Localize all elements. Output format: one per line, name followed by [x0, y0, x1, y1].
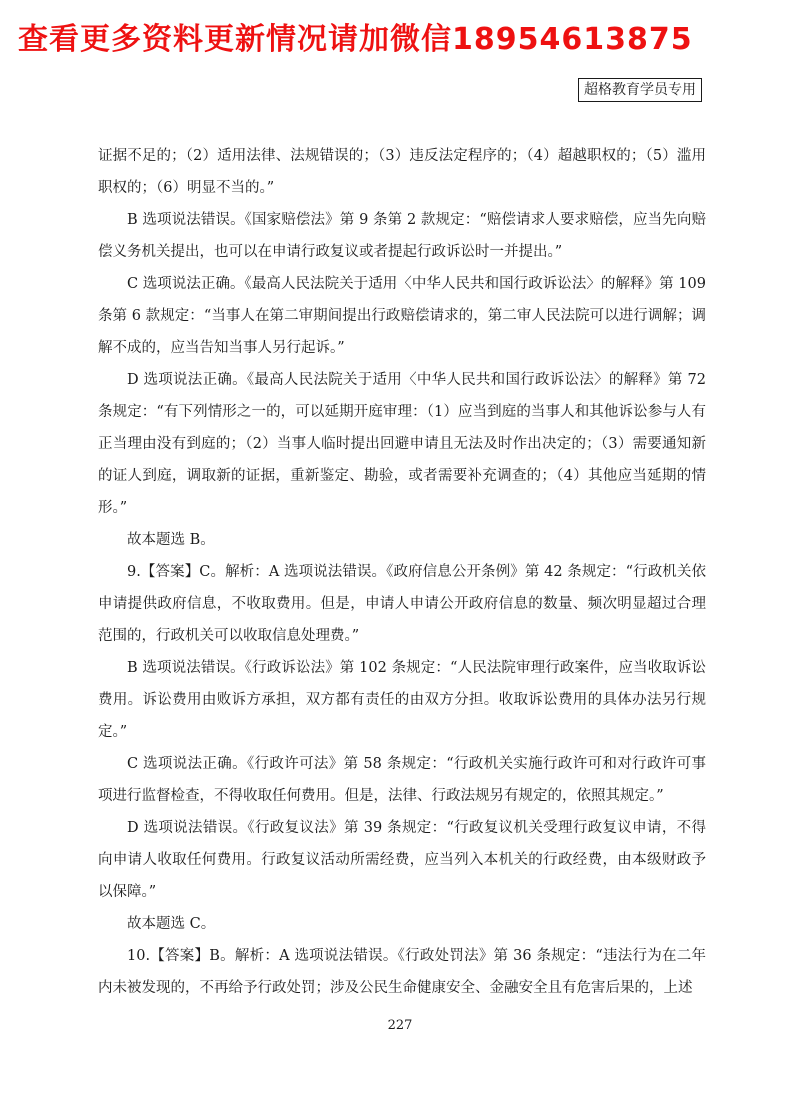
paragraph: D 选项说法错误。《行政复议法》第 39 条规定：“行政复议机关受理行政复议申请，不得向申请人收取任何费用。行政复议活动所需经费，应当列入本机关的行政经费，由本级财政予以保障。” — [98, 820, 706, 900]
document-body — [98, 140, 706, 1004]
paragraph: 故本题选 B。 — [127, 532, 215, 548]
watermark-banner: 查看更多资料更新情况请加微信18954613875 — [18, 22, 693, 57]
paragraph: C 选项说法正确。《最高人民法院关于适用〈中华人民共和国行政诉讼法〉的解释》第 109 条第 6 款规定：“当事人在第二审期间提出行政赔偿请求的，第二审人民法院可以进行调解；调解不成的，应当告知当事人另行起诉。” — [98, 276, 706, 356]
answer-paragraph: 9.【答案】C。解析：A 选项说法错误。《政府信息公开条例》第 42 条规定：“行政机关依申请提供政府信息，不收取费用。但是，申请人申请公开政府信息的数量、频次明显超过合理范围的，行政机关可以收取信息处理费。” — [98, 564, 706, 644]
paragraph: B 选项说法错误。《行政诉讼法》第 102 条规定：“人民法院审理行政案件，应当收取诉讼费用。诉讼费用由败诉方承担，双方都有责任的由双方分担。收取诉讼费用的具体办法另行规定。” — [98, 660, 706, 740]
answer-paragraph: 10.【答案】B。解析：A 选项说法错误。《行政处罚法》第 36 条规定：“违法行为在二年内未被发现的，不再给予行政处罚；涉及公民生命健康安全、金融安全且有危害后果的，上述 — [98, 948, 706, 996]
student-use-stamp: 超格教育学员专用 — [578, 78, 702, 102]
paragraph: 故本题选 C。 — [127, 916, 216, 932]
paragraph: 证据不足的；（2）适用法律、法规错误的；（3）违反法定程序的；（4）超越职权的；（5）滥用职权的；（6）明显不当的。” — [98, 148, 706, 196]
page-number: 227 — [387, 1018, 413, 1033]
paragraph: B 选项说法错误。《国家赔偿法》第 9 条第 2 款规定：“赔偿请求人要求赔偿，应当先向赔偿义务机关提出，也可以在申请行政复议或者提起行政诉讼时一并提出。” — [98, 212, 706, 260]
paragraph: C 选项说法正确。《行政许可法》第 58 条规定：“行政机关实施行政许可和对行政许可事项进行监督检查，不得收取任何费用。但是，法律、行政法规另有规定的，依照其规定。” — [98, 756, 706, 804]
paragraph: D 选项说法正确。《最高人民法院关于适用〈中华人民共和国行政诉讼法〉的解释》第 72 条规定：“有下列情形之一的，可以延期开庭审理：（1）应当到庭的当事人和其他诉讼参与人有正当理由没有到庭的；（2）当事人临时提出回避申请且无法及时作出决定的；（3）需要通知新的证人到庭，调取新的证据，重新鉴定、勘验，或者需要补充调查的；（4）其他应当延期的情形。” — [98, 372, 706, 516]
